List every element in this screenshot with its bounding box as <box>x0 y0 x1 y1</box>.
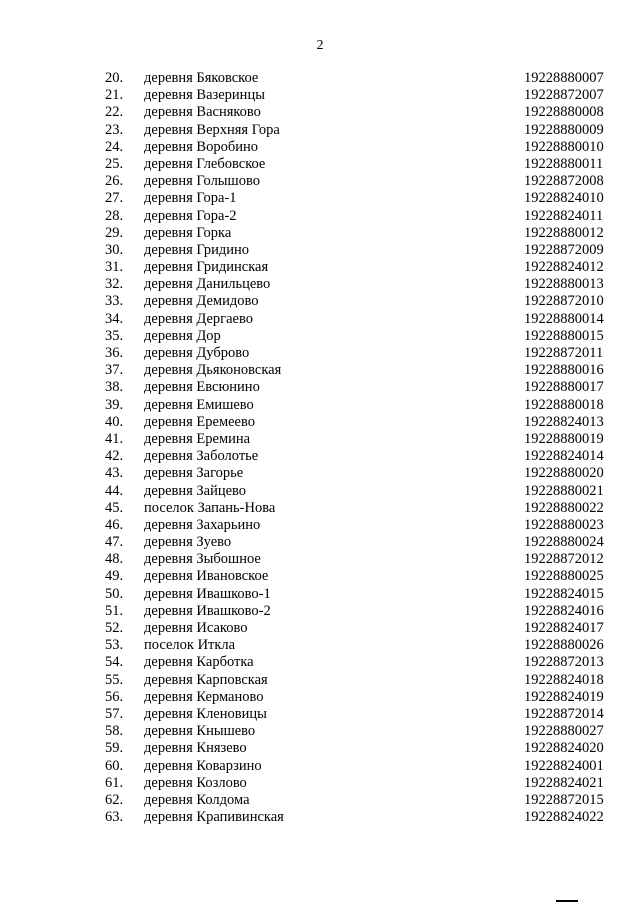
list-item <box>0 276 640 293</box>
page-number: 2 <box>316 38 324 53</box>
oktmo-code: 19228872011 <box>524 345 604 361</box>
list-item <box>0 242 640 259</box>
settlement-name: деревня Гора-1 <box>144 190 237 207</box>
list-item <box>0 637 640 654</box>
settlement-name: деревня Верхняя Гора <box>144 121 280 138</box>
item-number: 34. <box>105 310 124 327</box>
list-item <box>0 104 640 121</box>
list-item <box>0 293 640 310</box>
item-number: 59. <box>105 740 124 757</box>
oktmo-code: 19228880021 <box>524 482 604 499</box>
item-number: 25. <box>105 155 124 172</box>
settlement-name: деревня Гора-2 <box>144 207 237 224</box>
settlement-name: поселок Запань-Нова <box>144 499 276 516</box>
settlement-name: деревня Кленовицы <box>144 705 267 722</box>
item-number: 27. <box>105 190 124 207</box>
oktmo-code: 19228880026 <box>524 637 604 654</box>
item-number: 28. <box>105 207 124 224</box>
list-item <box>0 208 640 225</box>
item-number: 33. <box>105 293 124 310</box>
list-item <box>0 603 640 620</box>
settlement-name: деревня Зыбошное <box>144 551 261 568</box>
settlement-name: деревня Емишево <box>144 396 254 413</box>
item-number: 53. <box>105 637 124 654</box>
item-number: 37. <box>105 362 124 379</box>
oktmo-code: 19228824013 <box>524 413 604 430</box>
oktmo-code: 19228872008 <box>524 173 604 190</box>
settlement-name: деревня Карповская <box>144 671 268 688</box>
item-number: 32. <box>105 276 124 293</box>
oktmo-code: 19228880023 <box>524 516 604 533</box>
settlement-list <box>0 70 640 826</box>
oktmo-code: 19228880016 <box>524 362 604 379</box>
item-number: 57. <box>105 705 124 722</box>
item-number: 24. <box>105 138 124 155</box>
item-number: 39. <box>105 396 124 413</box>
list-item <box>0 345 640 362</box>
settlement-name: деревня Захарьино <box>144 516 261 533</box>
item-number: 48. <box>105 551 124 568</box>
settlement-name: деревня Еремеево <box>144 413 255 430</box>
item-number: 63. <box>105 809 124 826</box>
list-item <box>0 139 640 156</box>
oktmo-code: 19228824012 <box>524 259 604 276</box>
item-number: 23. <box>105 121 124 138</box>
page-corner-mark <box>556 900 578 902</box>
item-number: 36. <box>105 345 124 361</box>
oktmo-code: 19228880009 <box>524 121 604 138</box>
list-item <box>0 122 640 139</box>
oktmo-code: 19228880020 <box>524 465 604 482</box>
oktmo-code: 19228824021 <box>524 774 604 791</box>
list-item <box>0 431 640 448</box>
oktmo-code: 19228880014 <box>524 310 604 327</box>
list-item <box>0 311 640 328</box>
list-item <box>0 70 640 87</box>
item-number: 38. <box>105 379 124 396</box>
settlement-name: деревня Ивашково-1 <box>144 585 271 602</box>
oktmo-code: 19228880013 <box>524 276 604 293</box>
settlement-name: деревня Евсюнино <box>144 379 260 396</box>
oktmo-code: 19228872014 <box>524 705 604 722</box>
item-number: 56. <box>105 688 124 705</box>
settlement-name: поселок Иткла <box>144 637 236 654</box>
item-number: 60. <box>105 757 124 774</box>
settlement-name: деревня Крапивинская <box>144 809 284 826</box>
list-item <box>0 551 640 568</box>
oktmo-code: 19228872015 <box>524 791 604 808</box>
settlement-name: деревня Вазеринцы <box>144 87 265 104</box>
item-number: 50. <box>105 585 124 602</box>
list-item <box>0 259 640 276</box>
item-number: 26. <box>105 173 124 190</box>
oktmo-code: 19228880012 <box>524 224 604 241</box>
settlement-name: деревня Керманово <box>144 688 264 705</box>
settlement-name: деревня Воробино <box>144 138 258 155</box>
settlement-name: деревня Загорье <box>144 465 244 482</box>
item-number: 52. <box>105 620 124 636</box>
oktmo-code: 19228880024 <box>524 534 604 551</box>
oktmo-code: 19228880007 <box>524 70 604 86</box>
item-number: 43. <box>105 465 124 482</box>
list-item <box>0 620 640 637</box>
settlement-name: деревня Горка <box>144 224 232 241</box>
item-number: 40. <box>105 413 124 430</box>
list-item <box>0 156 640 173</box>
list-item <box>0 706 640 723</box>
oktmo-code: 19228880018 <box>524 396 604 413</box>
item-number: 31. <box>105 259 124 276</box>
oktmo-code: 19228880017 <box>524 379 604 396</box>
item-number: 30. <box>105 241 124 258</box>
list-item <box>0 586 640 603</box>
oktmo-code: 19228824016 <box>524 602 604 619</box>
oktmo-code: 19228880010 <box>524 138 604 155</box>
item-number: 49. <box>105 568 124 585</box>
list-item <box>0 190 640 207</box>
settlement-name: деревня Данильцево <box>144 276 271 293</box>
oktmo-code: 19228880027 <box>524 723 604 740</box>
list-item <box>0 689 640 706</box>
list-item <box>0 517 640 534</box>
item-number: 29. <box>105 224 124 241</box>
item-number: 44. <box>105 482 124 499</box>
settlement-name: деревня Ивановское <box>144 568 269 585</box>
list-item <box>0 448 640 465</box>
oktmo-code: 19228824018 <box>524 671 604 688</box>
list-item <box>0 87 640 104</box>
list-item <box>0 775 640 792</box>
settlement-name: деревня Заболотье <box>144 448 259 465</box>
item-number: 47. <box>105 534 124 551</box>
list-item <box>0 500 640 517</box>
oktmo-code: 19228824020 <box>524 740 604 757</box>
oktmo-code: 19228824014 <box>524 448 604 465</box>
item-number: 54. <box>105 654 124 671</box>
item-number: 58. <box>105 723 124 740</box>
item-number: 35. <box>105 327 124 344</box>
oktmo-code: 19228872012 <box>524 551 604 568</box>
settlement-name: деревня Демидово <box>144 293 259 310</box>
settlement-name: деревня Князево <box>144 740 247 757</box>
oktmo-code: 19228880022 <box>524 499 604 516</box>
item-number: 41. <box>105 430 124 447</box>
oktmo-code: 19228872007 <box>524 87 604 104</box>
item-number: 46. <box>105 516 124 533</box>
list-item <box>0 672 640 689</box>
item-number: 62. <box>105 791 124 808</box>
oktmo-code: 19228824015 <box>524 585 604 602</box>
oktmo-code: 19228880011 <box>524 155 604 172</box>
oktmo-code: 19228880015 <box>524 327 604 344</box>
oktmo-code: 19228824001 <box>524 757 604 774</box>
settlement-name: деревня Бяковское <box>144 70 259 86</box>
list-item <box>0 740 640 757</box>
list-item <box>0 758 640 775</box>
settlement-name: деревня Коварзино <box>144 757 262 774</box>
oktmo-code: 19228872009 <box>524 241 604 258</box>
oktmo-code: 19228880019 <box>524 430 604 447</box>
list-item <box>0 483 640 500</box>
settlement-name: деревня Голышово <box>144 173 260 190</box>
item-number: 45. <box>105 499 124 516</box>
settlement-name: деревня Еремина <box>144 430 251 447</box>
oktmo-code: 19228824011 <box>524 207 604 224</box>
list-item <box>0 792 640 809</box>
settlement-name: деревня Ивашково-2 <box>144 602 271 619</box>
settlement-name: деревня Дор <box>144 327 221 344</box>
list-item <box>0 534 640 551</box>
oktmo-code: 19228880008 <box>524 104 604 121</box>
oktmo-code: 19228824022 <box>524 809 604 826</box>
settlement-name: деревня Зайцево <box>144 482 247 499</box>
list-item <box>0 568 640 585</box>
list-item <box>0 414 640 431</box>
settlement-name: деревня Исаково <box>144 620 248 636</box>
oktmo-code: 19228872010 <box>524 293 604 310</box>
settlement-name: деревня Гридино <box>144 241 250 258</box>
settlement-name: деревня Кнышево <box>144 723 256 740</box>
oktmo-code: 19228872013 <box>524 654 604 671</box>
list-item <box>0 362 640 379</box>
settlement-name: деревня Карботка <box>144 654 254 671</box>
oktmo-code: 19228824010 <box>524 190 604 207</box>
list-item <box>0 723 640 740</box>
settlement-name: деревня Васняково <box>144 104 261 121</box>
settlement-name: деревня Глебовское <box>144 155 266 172</box>
list-item <box>0 654 640 671</box>
settlement-name: деревня Дуброво <box>144 345 250 361</box>
list-item <box>0 225 640 242</box>
item-number: 22. <box>105 104 124 121</box>
settlement-name: деревня Козлово <box>144 774 247 791</box>
list-item <box>0 465 640 482</box>
settlement-name: деревня Гридинская <box>144 259 269 276</box>
item-number: 21. <box>105 87 124 104</box>
oktmo-code: 19228880025 <box>524 568 604 585</box>
settlement-name: деревня Дергаево <box>144 310 253 327</box>
item-number: 55. <box>105 671 124 688</box>
settlement-name: деревня Зуево <box>144 534 232 551</box>
settlement-name: деревня Дьяконовская <box>144 362 282 379</box>
settlement-name: деревня Колдома <box>144 791 250 808</box>
item-number: 51. <box>105 602 124 619</box>
list-item <box>0 328 640 345</box>
oktmo-code: 19228824017 <box>524 620 604 636</box>
item-number: 20. <box>105 70 124 86</box>
oktmo-code: 19228824019 <box>524 688 604 705</box>
list-item <box>0 379 640 396</box>
item-number: 61. <box>105 774 124 791</box>
item-number: 42. <box>105 448 124 465</box>
list-item <box>0 173 640 190</box>
list-item <box>0 397 640 414</box>
list-item <box>0 809 640 826</box>
